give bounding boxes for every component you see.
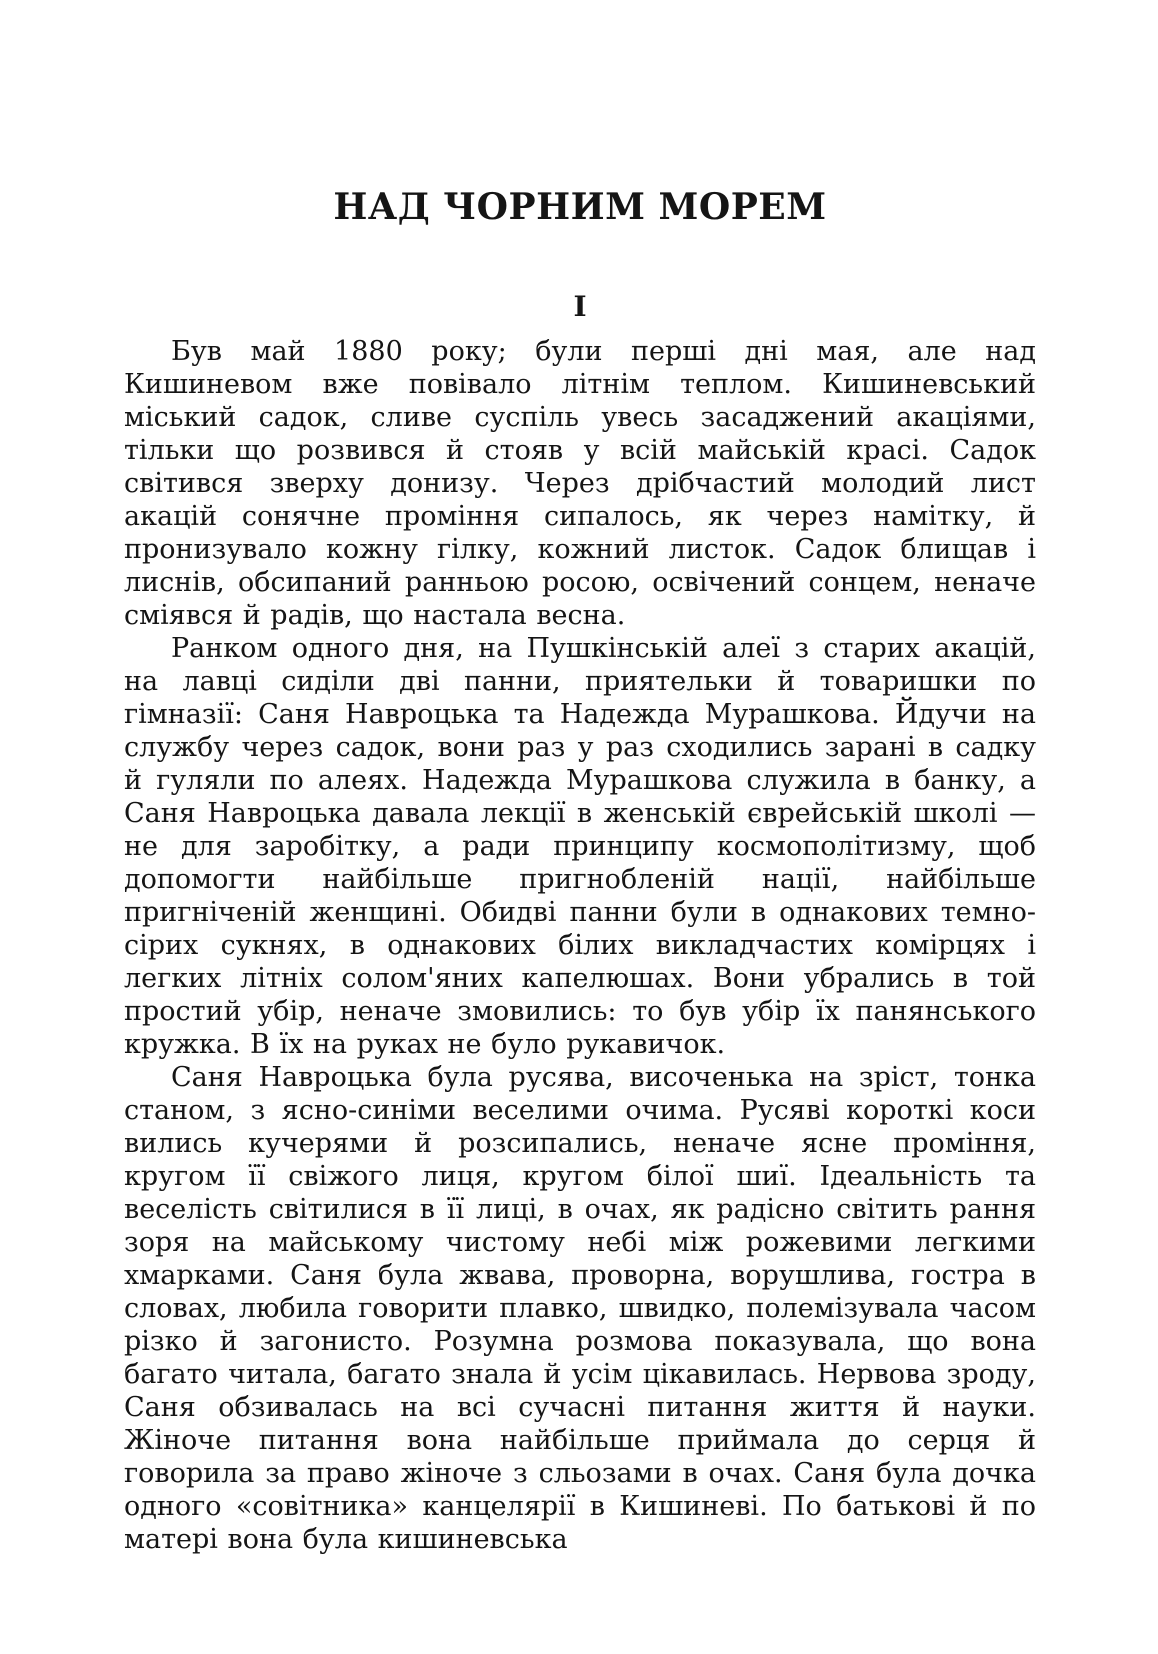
body-paragraph: Саня Навроцька була русява, височенька на зріст, тонка станом, з ясно-синіми веселими очима. Русяві короткі коси вились кучерями й розсипались, неначе ясне проміння, кругом її свіжого лиця, кругом білої шиї. Ідеальність та веселість світилися в її лиці, в очах, як радісно світить рання зоря на майському чистому небі між рожевими легкими хмарками. Саня була жвава, проворна, ворушлива, гостра в словах, любила говорити плавко, швидко, полемізувала часом різко й загонисто. Розумна розмова показувала, що вона багато читала, багато знала й усім цікавилась. Нервова зроду, Саня обзивалась на всі сучасні питання життя й науки. Жіноче питання вона найбільше приймала до серця й говорила за право жіноче з сльозами в очах. Саня була дочка одного «совітника» канцелярії в Кишиневі. По батькові й по матері вона була кишиневська (124, 1062, 1036, 1556)
body-paragraph: Був май 1880 року; були перші дні мая, але над Кишиневом вже повівало літнім теплом. Кишиневський міський садок, сливе суспіль увесь засаджений акаціями, тільки що розвився й стояв у всій майській красі. Садок світився зверху донизу. Через дрібчастий молодий лист акацій сонячне проміння сипалось, як через намітку, й пронизувало кожну гілку, кожний листок. Садок блищав і лиснів, обсипаний ранньою росою, освічений сонцем, неначе сміявся й радів, що настала весна. (124, 336, 1036, 632)
book-title: НАД ЧОРНИМ МОРЕМ (333, 186, 827, 228)
body-paragraph: Ранком одного дня, на Пушкінській алеї з старих акацій, на лавці сиділи дві панни, приятельки й товаришки по гімназії: Саня Навроцька та Надежда Мурашкова. Йдучи на службу через садок, вони раз у раз сходились зарані в садку й гуляли по алеях. Надежда Мурашкова служила в банку, а Саня Навроцька давала лекції в женській єврейській школі — не для заробітку, а ради принципу космополітизму, щоб допомогти найбільше пригнобленій нації, найбільше пригніченій женщині. Обидві панни були в однакових темно-сірих сукнях, в однакових білих викладчастих комірцях і легких літніх солом'яних капелюшах. Вони убрались в той простий убір, неначе змовились: то був убір їх панянського кружка. В їх на руках не було рукавичок. (124, 633, 1036, 1061)
chapter-number: I (573, 289, 587, 323)
body-text (124, 335, 1036, 1556)
